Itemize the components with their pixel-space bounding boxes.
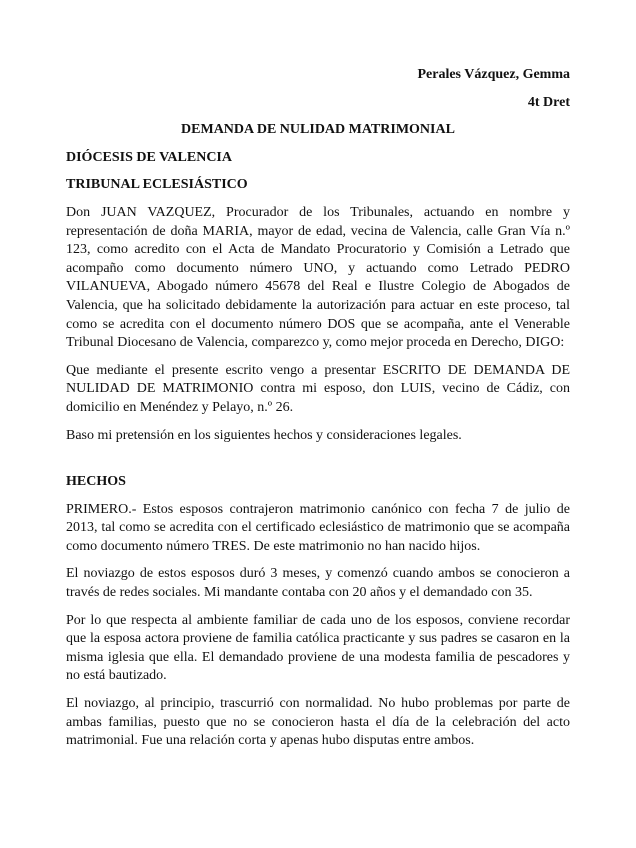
facts-heading: HECHOS	[66, 474, 126, 490]
fact-paragraph-courtship: El noviazgo de estos esposos duró 3 meses, y comenzó cuando ambos se conocieron a través de redes sociales. Mi mandante contaba con 20 años y el demandado con 35.	[66, 566, 570, 601]
intro-paragraph-claim: Que mediante el presente escrito vengo a presentar ESCRITO DE DEMANDA DE NULIDAD DE MATRIMONIO contra mi esposo, don LUIS, vecino de Cádiz, con domicilio en Menéndez y Pelayo, n.º 26.	[66, 362, 570, 415]
group-label: 4t Dret	[527, 94, 570, 110]
document-page	[66, 66, 570, 760]
intro-paragraph-representation: Don JUAN VAZQUEZ, Procurador de los Tribunales, actuando en nombre y representación de doña MARIA, mayor de edad, vecina de Valencia, calle Gran Vía n.º 123, como acredito con el Acta de Mandato Procuratorio y Comisión a Letrado que acompaño como documento número UNO, y actuando como Letrado PEDRO VILANUEVA, Abogado número 45678 del Real e Ilustre Colegio de Abogados de Valencia, que ha solicitado debidamente la autorización para actuar en este proceso, tal como se acredita con el documento número DOS que se acompaña, ante el Venerable Tribunal Diocesano de Valencia, comparezco y, como mejor proceda en Derecho, DIGO:	[66, 204, 570, 351]
author-name: Perales Vázquez, Gemma	[417, 67, 570, 82]
document-title: DEMANDA DE NULIDAD MATRIMONIAL	[181, 122, 455, 138]
fact-paragraph-family: Por lo que respecta al ambiente familiar de cada uno de los esposos, conviene recordar que la esposa actora proviene de familia católica practicante y sus padres se casaron en la misma iglesia que ella. El demandado proviene de una modesta familia de pescadores y no está bautizado.	[66, 612, 570, 684]
fact-paragraph-relationship: El noviazgo, al principio, trascurrió con normalidad. No hubo problemas por parte de ambas familias, puesto que no se conocieron hasta el día de la celebración del acto matrimonial. Fue una relación corta y apenas hubo disputas entre ambos.	[66, 696, 570, 749]
fact-paragraph-first: PRIMERO.- Estos esposos contrajeron matrimonio canónico con fecha 7 de julio de 2013, tal como se acredita con el certificado eclesiástico de matrimonio que se acompaña como documento número TRES. De este matrimonio no han nacido hijos.	[66, 501, 570, 554]
intro-paragraph-basis: Baso mi pretensión en los siguientes hechos y consideraciones legales.	[66, 427, 462, 443]
diocese-heading: DIÓCESIS DE VALENCIA	[66, 149, 232, 165]
tribunal-heading: TRIBUNAL ECLESIÁSTICO	[66, 177, 248, 193]
